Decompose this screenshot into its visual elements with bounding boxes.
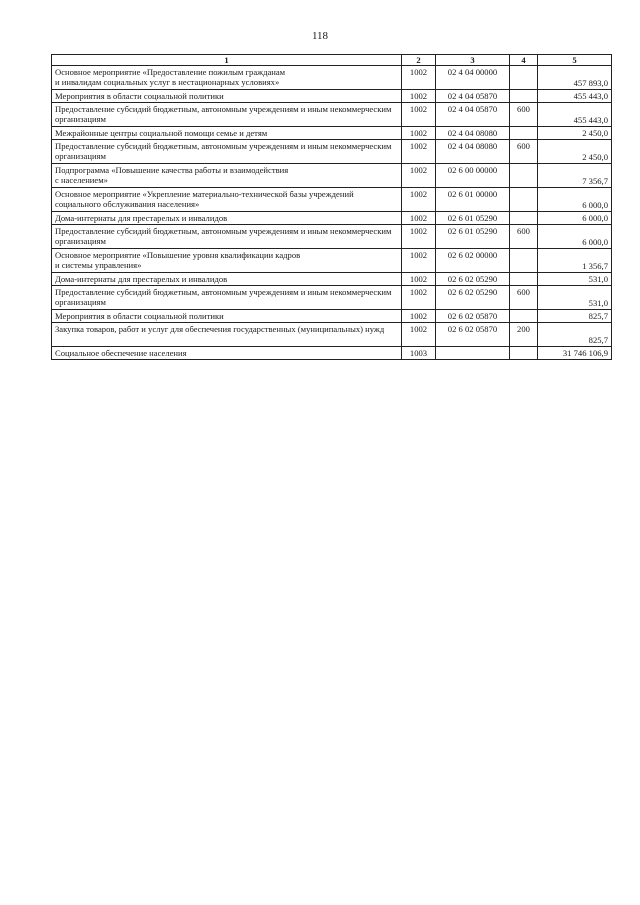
row-kind-cell (510, 347, 538, 360)
row-name-cell: Основное мероприятие «Предоставление пожилым гражданам и инвалидам социальных услуг в нестационарных условиях» (52, 66, 402, 90)
row-section-cell: 1002 (402, 90, 436, 103)
budget-table (51, 54, 612, 360)
row-article-cell: 02 6 02 05870 (436, 310, 510, 323)
row-name-cell: Мероприятия в области социальной политики (52, 310, 402, 323)
table-row (52, 127, 612, 140)
table-row (52, 164, 612, 188)
row-name-cell: Основное мероприятие «Укрепление материально-технической базы учреждений социального обслуживания населения» (52, 188, 402, 212)
row-kind-cell: 600 (510, 140, 538, 164)
row-kind-cell: 600 (510, 225, 538, 249)
table-row (52, 347, 612, 360)
row-kind-cell: 600 (510, 103, 538, 127)
row-section-cell: 1002 (402, 249, 436, 273)
row-amount-cell: 457 893,0 (538, 66, 612, 90)
table-body (52, 66, 612, 360)
row-amount-cell: 531,0 (538, 286, 612, 310)
table-row (52, 188, 612, 212)
row-article-cell: 02 4 04 05870 (436, 103, 510, 127)
row-name-cell: Предоставление субсидий бюджетным, автономным учреждениям и иным некоммерческим организациям (52, 140, 402, 164)
row-name-cell: Предоставление субсидий бюджетным, автономным учреждениям и иным некоммерческим организациям (52, 286, 402, 310)
table-row (52, 286, 612, 310)
row-section-cell: 1002 (402, 273, 436, 286)
row-kind-cell (510, 273, 538, 286)
row-section-cell: 1002 (402, 164, 436, 188)
row-kind-cell (510, 66, 538, 90)
row-amount-cell: 6 000,0 (538, 225, 612, 249)
row-article-cell: 02 4 04 08080 (436, 140, 510, 164)
row-article-cell (436, 347, 510, 360)
row-article-cell: 02 6 01 00000 (436, 188, 510, 212)
table-row (52, 90, 612, 103)
row-kind-cell (510, 90, 538, 103)
row-article-cell: 02 6 02 05870 (436, 323, 510, 347)
table-row (52, 103, 612, 127)
row-name-cell: Предоставление субсидий бюджетным, автономным учреждениям и иным некоммерческим организациям (52, 225, 402, 249)
row-amount-cell: 2 450,0 (538, 140, 612, 164)
row-kind-cell (510, 188, 538, 212)
row-article-cell: 02 4 04 08080 (436, 127, 510, 140)
row-name-cell: Дома-интернаты для престарелых и инвалидов (52, 212, 402, 225)
row-article-cell: 02 6 02 05290 (436, 286, 510, 310)
row-amount-cell: 2 450,0 (538, 127, 612, 140)
row-name-cell: Социальное обеспечение населения (52, 347, 402, 360)
row-name-cell: Основное мероприятие «Повышение уровня квалификации кадров и системы управления» (52, 249, 402, 273)
table-row (52, 323, 612, 347)
row-section-cell: 1002 (402, 103, 436, 127)
header-col-1: 1 (52, 55, 402, 66)
row-article-cell: 02 4 04 00000 (436, 66, 510, 90)
row-kind-cell (510, 212, 538, 225)
row-name-cell: Межрайонные центры социальной помощи семье и детям (52, 127, 402, 140)
row-amount-cell: 825,7 (538, 310, 612, 323)
row-amount-cell: 31 746 106,9 (538, 347, 612, 360)
header-col-4: 4 (510, 55, 538, 66)
table-row (52, 212, 612, 225)
row-article-cell: 02 6 02 05290 (436, 273, 510, 286)
header-col-2: 2 (402, 55, 436, 66)
row-article-cell: 02 6 00 00000 (436, 164, 510, 188)
row-kind-cell (510, 164, 538, 188)
header-col-5: 5 (538, 55, 612, 66)
row-amount-cell: 6 000,0 (538, 188, 612, 212)
row-kind-cell: 200 (510, 323, 538, 347)
row-kind-cell (510, 310, 538, 323)
row-section-cell: 1003 (402, 347, 436, 360)
row-amount-cell: 825,7 (538, 323, 612, 347)
row-amount-cell: 531,0 (538, 273, 612, 286)
row-name-cell: Закупка товаров, работ и услуг для обеспечения государственных (муниципальных) нужд (52, 323, 402, 347)
row-amount-cell: 455 443,0 (538, 90, 612, 103)
row-kind-cell (510, 249, 538, 273)
row-section-cell: 1002 (402, 286, 436, 310)
table-header-row (52, 55, 612, 66)
row-section-cell: 1002 (402, 188, 436, 212)
row-article-cell: 02 4 04 05870 (436, 90, 510, 103)
row-amount-cell: 1 356,7 (538, 249, 612, 273)
table-row (52, 273, 612, 286)
row-section-cell: 1002 (402, 66, 436, 90)
table-row (52, 66, 612, 90)
row-name-cell: Мероприятия в области социальной политики (52, 90, 402, 103)
row-section-cell: 1002 (402, 140, 436, 164)
row-section-cell: 1002 (402, 310, 436, 323)
row-amount-cell: 455 443,0 (538, 103, 612, 127)
row-name-cell: Дома-интернаты для престарелых и инвалидов (52, 273, 402, 286)
row-name-cell: Предоставление субсидий бюджетным, автономным учреждениям и иным некоммерческим организациям (52, 103, 402, 127)
row-article-cell: 02 6 02 00000 (436, 249, 510, 273)
header-col-3: 3 (436, 55, 510, 66)
table-row (52, 310, 612, 323)
row-article-cell: 02 6 01 05290 (436, 225, 510, 249)
row-section-cell: 1002 (402, 127, 436, 140)
table-row (52, 140, 612, 164)
table-row (52, 225, 612, 249)
row-kind-cell: 600 (510, 286, 538, 310)
row-article-cell: 02 6 01 05290 (436, 212, 510, 225)
row-amount-cell: 6 000,0 (538, 212, 612, 225)
row-section-cell: 1002 (402, 225, 436, 249)
page-number: 118 (311, 30, 329, 42)
row-section-cell: 1002 (402, 212, 436, 225)
row-amount-cell: 7 356,7 (538, 164, 612, 188)
row-section-cell: 1002 (402, 323, 436, 347)
row-kind-cell (510, 127, 538, 140)
table-row (52, 249, 612, 273)
row-name-cell: Подпрограмма «Повышение качества работы и взаимодействия с населением» (52, 164, 402, 188)
